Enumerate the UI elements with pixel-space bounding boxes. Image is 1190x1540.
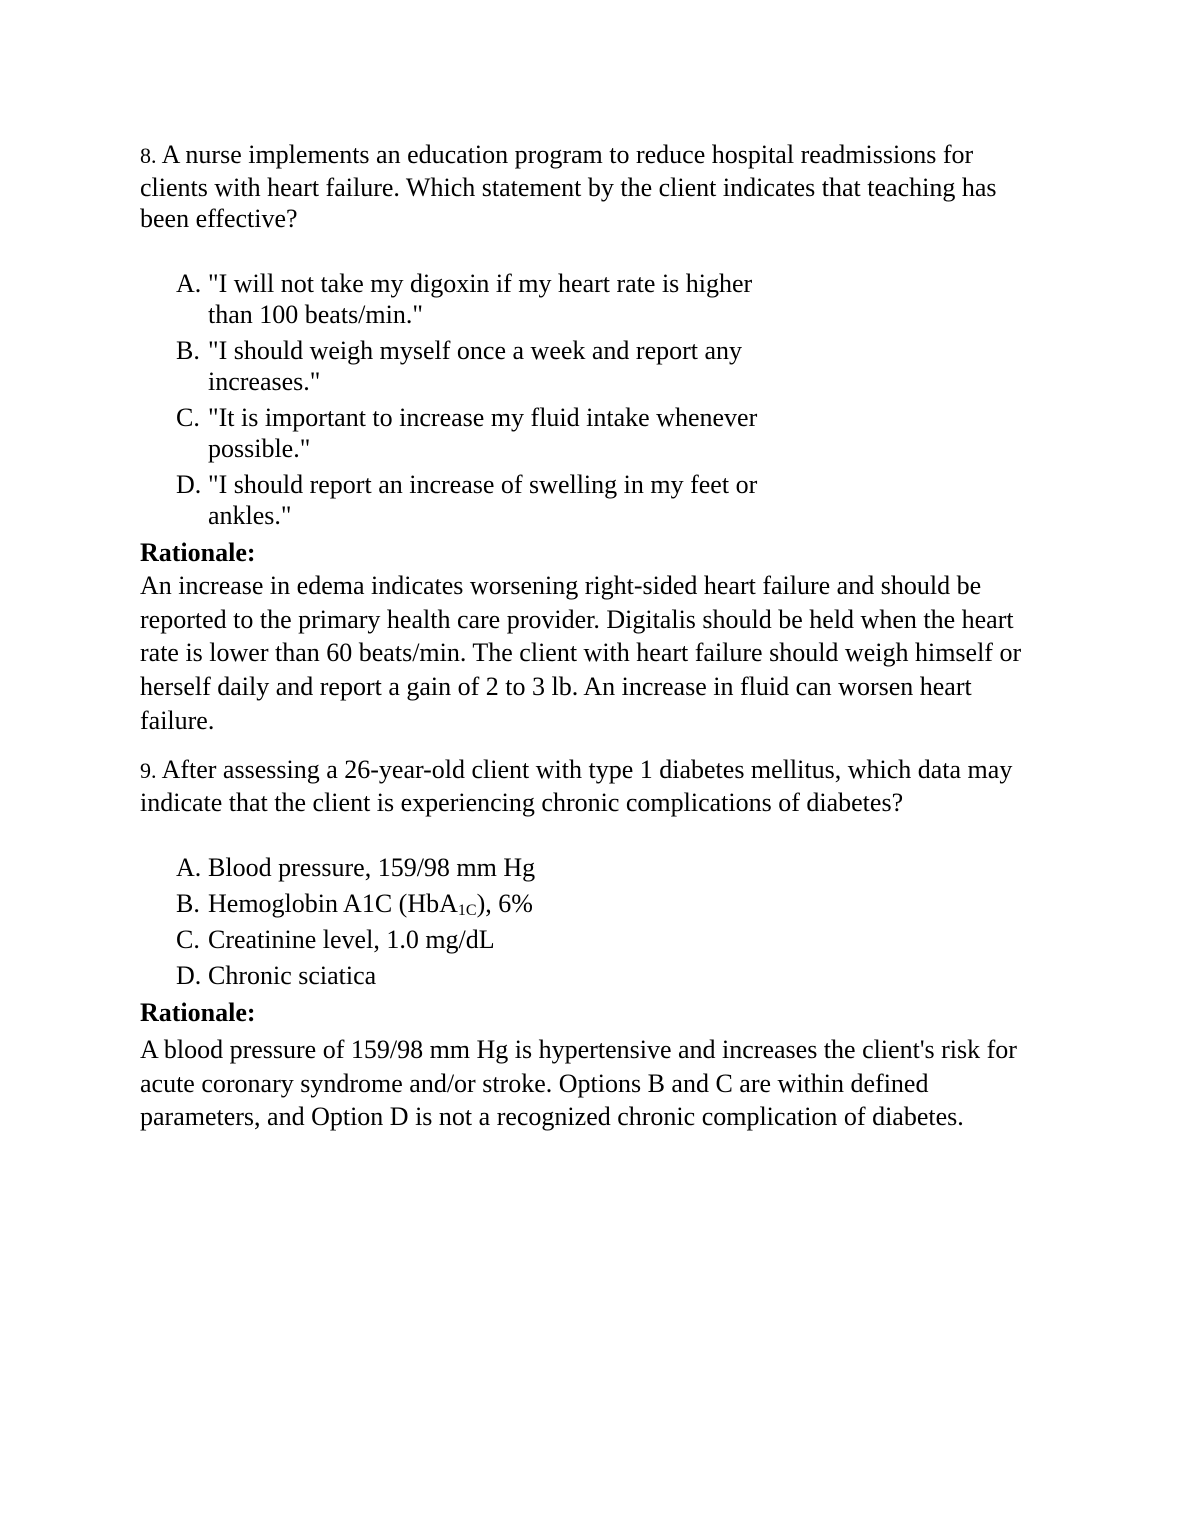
question-8-option-c [176, 402, 796, 464]
question-8-stem [140, 139, 1040, 235]
question-9-rationale-heading: Rationale: [140, 998, 256, 1027]
option-text-after: ), 6% [476, 889, 533, 918]
option-text: Chronic sciatica [208, 961, 377, 990]
question-9-text: After assessing a 26-year-old client with type 1 diabetes mellitus, which data may indicate that the client is experiencing chronic complications of diabetes? [140, 755, 1013, 817]
question-9-option-c [176, 924, 796, 955]
option-text [208, 889, 533, 918]
question-9-options [176, 852, 796, 996]
option-text: "It is important to increase my fluid intake whenever possible." [208, 403, 758, 463]
option-text-before: Hemoglobin A1C (HbA [208, 889, 458, 918]
option-letter: B. [176, 889, 200, 918]
question-8-rationale: An increase in edema indicates worsening right-sided heart failure and should be reported to the primary health care provider. Digitalis should be held when the heart rate is lower than 60 beats/min. The client with heart failure should weigh himself or herself daily and report a gain of 2 to 3 lb. An increase in fluid can worsen heart failure. [140, 571, 1022, 735]
option-letter: C. [176, 403, 200, 432]
question-8-options [176, 268, 796, 536]
option-letter: D. [176, 961, 202, 990]
option-letter: A. [176, 853, 202, 882]
question-8-option-a [176, 268, 796, 330]
question-9-stem [140, 754, 1040, 818]
question-8-option-b [176, 335, 796, 397]
question-9-rationale: A blood pressure of 159/98 mm Hg is hypertensive and increases the client's risk for acute coronary syndrome and/or stroke. Options B and C are within defined parameters, and Option D is not a recognized chronic complication of diabetes. [140, 1035, 1017, 1132]
option-text: Blood pressure, 159/98 mm Hg [208, 853, 536, 882]
question-8-text: A nurse implements an education program to reduce hospital readmissions for clients with heart failure. Which statement by the client indicates that teaching has been effective? [140, 140, 997, 233]
option-text: "I should weigh myself once a week and report any increases." [208, 336, 743, 396]
option-text: Creatinine level, 1.0 mg/dL [208, 925, 495, 954]
option-letter: A. [176, 269, 202, 298]
option-text: "I will not take my digoxin if my heart rate is higher than 100 beats/min." [208, 269, 753, 329]
option-letter: C. [176, 925, 200, 954]
question-9-option-a [176, 852, 796, 883]
question-9-option-b [176, 888, 796, 919]
question-8-option-d [176, 469, 796, 531]
option-letter: D. [176, 470, 202, 499]
question-8-rationale-heading: Rationale: [140, 538, 256, 567]
question-9-number: 9. [140, 758, 157, 783]
question-8-number: 8. [140, 143, 157, 168]
option-letter: B. [176, 336, 200, 365]
option-subscript: 1C [457, 902, 477, 919]
option-text: "I should report an increase of swelling in my feet or ankles." [208, 470, 758, 530]
question-9-option-d [176, 960, 796, 991]
